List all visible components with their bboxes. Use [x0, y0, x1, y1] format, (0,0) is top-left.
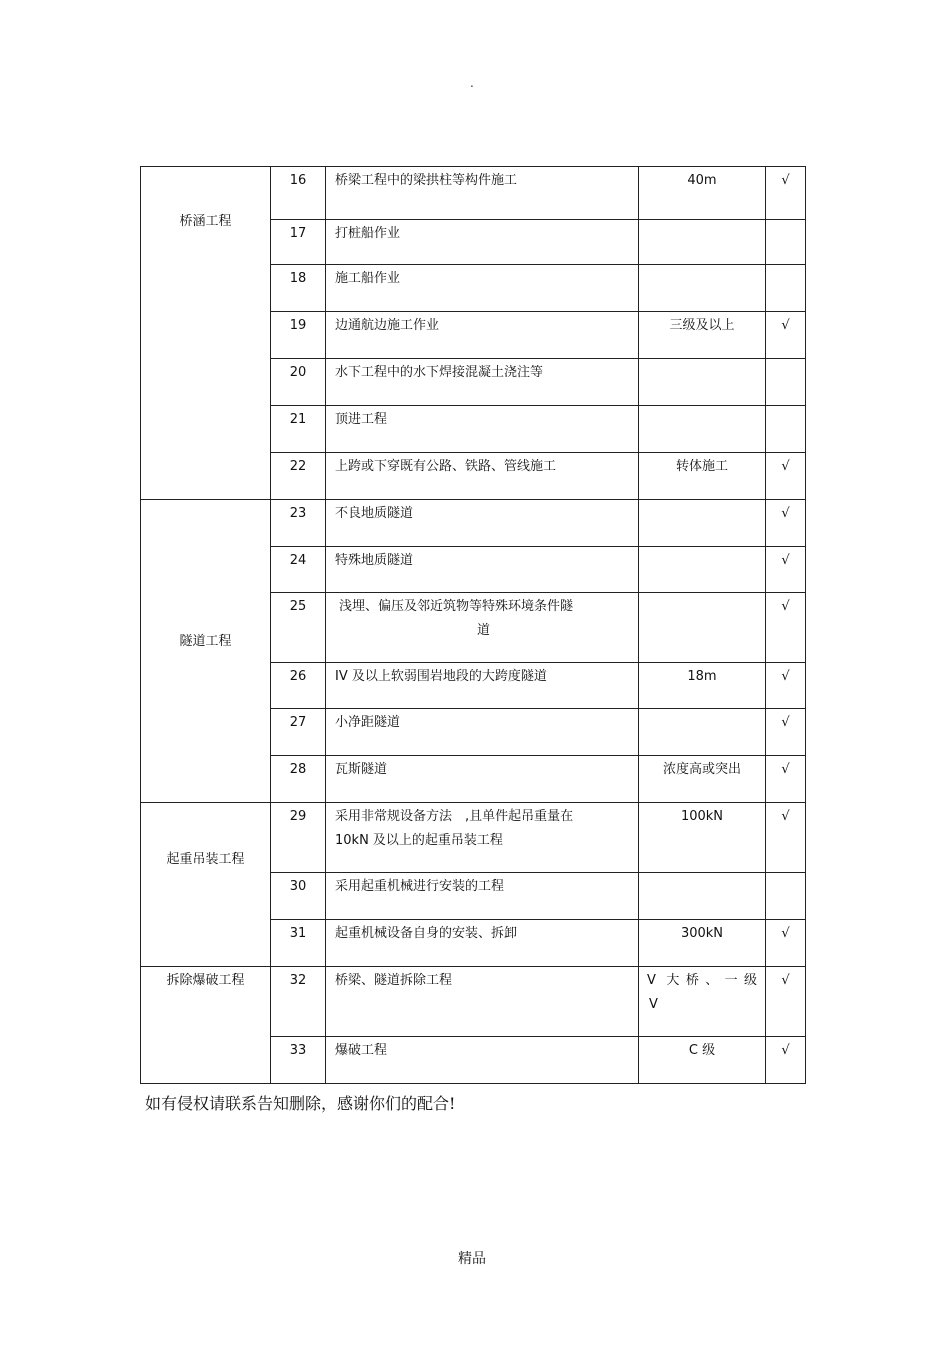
table-row — [141, 803, 806, 873]
row-value — [639, 873, 766, 920]
row-description-line1: 采用非常规设备方法 ,且单件起吊重量在 — [335, 809, 574, 824]
row-check: √ — [766, 312, 806, 359]
row-check: √ — [766, 709, 806, 756]
row-description: 水下工程中的水下焊接混凝土浇注等 — [326, 359, 639, 406]
row-value: C 级 — [639, 1037, 766, 1084]
table-row — [141, 167, 806, 220]
row-value — [639, 406, 766, 453]
row-description: 施工船作业 — [326, 265, 639, 312]
row-number: 28 — [271, 756, 326, 803]
row-value — [639, 709, 766, 756]
row-description: 瓦斯隧道 — [326, 756, 639, 803]
row-description: 爆破工程 — [326, 1037, 639, 1084]
row-description: 桥梁、隧道拆除工程 — [326, 967, 639, 1037]
row-number: 20 — [271, 359, 326, 406]
row-check: √ — [766, 803, 806, 873]
row-value — [639, 265, 766, 312]
row-check — [766, 359, 806, 406]
row-check: √ — [766, 593, 806, 663]
row-check: √ — [766, 663, 806, 709]
row-description: 特殊地质隧道 — [326, 547, 639, 593]
row-number: 26 — [271, 663, 326, 709]
row-description: 不良地质隧道 — [326, 500, 639, 547]
table-row — [141, 967, 806, 1037]
row-description: IV 及以上软弱围岩地段的大跨度隧道 — [326, 663, 639, 709]
row-value: 300kN — [639, 920, 766, 967]
row-number: 16 — [271, 167, 326, 220]
table-row — [141, 500, 806, 547]
row-description: 打桩船作业 — [326, 220, 639, 265]
row-check: √ — [766, 500, 806, 547]
row-check: √ — [766, 547, 806, 593]
row-value — [639, 500, 766, 547]
row-description — [326, 593, 639, 663]
row-value: 18m — [639, 663, 766, 709]
category-bridge: 桥涵工程 — [141, 167, 271, 500]
row-description: 桥梁工程中的梁拱柱等构件施工 — [326, 167, 639, 220]
construction-table — [140, 166, 806, 1084]
row-check: √ — [766, 967, 806, 1037]
row-description: 采用起重机械进行安装的工程 — [326, 873, 639, 920]
row-value — [639, 359, 766, 406]
category-lifting: 起重吊装工程 — [141, 803, 271, 967]
row-description: 起重机械设备自身的安装、拆卸 — [326, 920, 639, 967]
row-check: √ — [766, 1037, 806, 1084]
page-footer: 精品 — [458, 1251, 486, 1267]
row-description-line1: 浅埋、偏压及邻近筑物等特殊环境条件隧 — [339, 599, 574, 614]
row-number: 33 — [271, 1037, 326, 1084]
row-number: 31 — [271, 920, 326, 967]
row-number: 18 — [271, 265, 326, 312]
row-number: 19 — [271, 312, 326, 359]
row-check: √ — [766, 920, 806, 967]
row-number: 32 — [271, 967, 326, 1037]
row-check: √ — [766, 453, 806, 500]
copyright-notice: 如有侵权请联系告知删除，感谢你们的配合! — [145, 1094, 456, 1113]
row-check — [766, 406, 806, 453]
row-number: 21 — [271, 406, 326, 453]
row-number: 22 — [271, 453, 326, 500]
row-number: 25 — [271, 593, 326, 663]
row-check: √ — [766, 756, 806, 803]
row-number: 29 — [271, 803, 326, 873]
row-value-line1: V 大桥、一级 — [647, 973, 757, 988]
row-description: 边通航边施工作业 — [326, 312, 639, 359]
row-number: 27 — [271, 709, 326, 756]
row-value — [639, 220, 766, 265]
row-check — [766, 873, 806, 920]
row-check: √ — [766, 167, 806, 220]
row-value: 三级及以上 — [639, 312, 766, 359]
row-description-line2: 道 — [476, 623, 490, 638]
row-value: 转体施工 — [639, 453, 766, 500]
row-check — [766, 220, 806, 265]
row-number: 30 — [271, 873, 326, 920]
category-demolition: 拆除爆破工程 — [141, 967, 271, 1084]
row-description: 上跨或下穿既有公路、铁路、管线施工 — [326, 453, 639, 500]
row-number: 23 — [271, 500, 326, 547]
row-check — [766, 265, 806, 312]
row-description-line2: 10kN 及以上的起重吊装工程 — [335, 833, 503, 848]
row-value — [639, 593, 766, 663]
row-number: 24 — [271, 547, 326, 593]
row-value — [639, 967, 766, 1037]
row-number: 17 — [271, 220, 326, 265]
row-description — [326, 803, 639, 873]
row-description: 小净距隧道 — [326, 709, 639, 756]
header-mark: . — [470, 76, 474, 90]
row-value: 100kN — [639, 803, 766, 873]
category-tunnel: 隧道工程 — [141, 500, 271, 803]
row-value — [639, 547, 766, 593]
row-value: 40m — [639, 167, 766, 220]
row-description: 顶进工程 — [326, 406, 639, 453]
row-value-line2: V — [649, 997, 658, 1012]
row-value: 浓度高或突出 — [639, 756, 766, 803]
